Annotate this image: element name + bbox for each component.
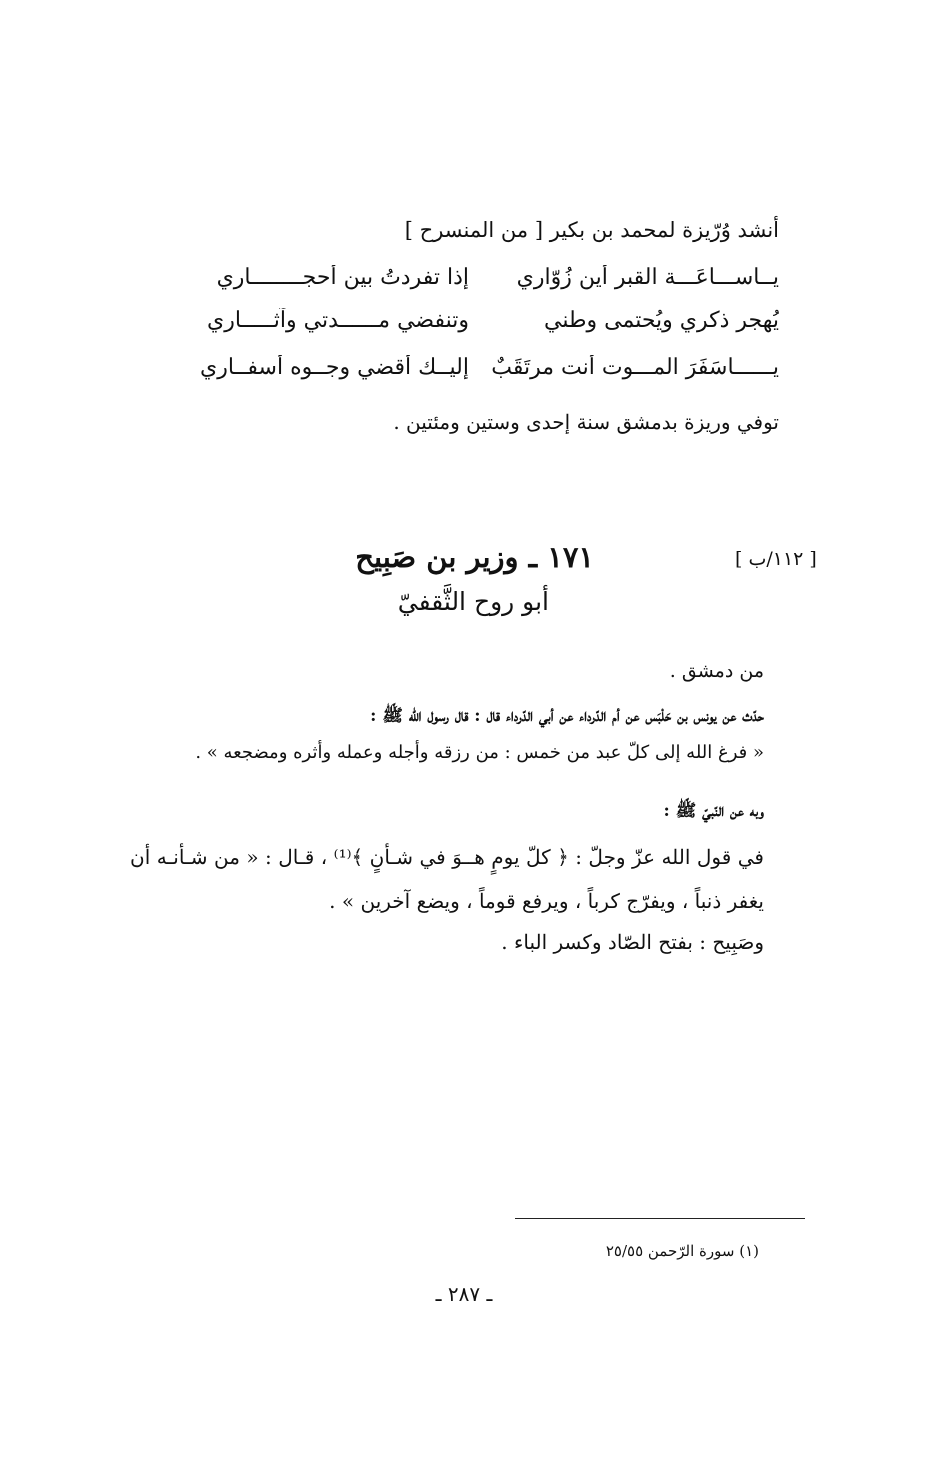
poem-verse	[199, 355, 779, 395]
poem-verse	[199, 265, 779, 305]
hadith-chain-1: حدّث عن يونس بن حَلْبَس عن أم الدّرداء عن أبي الدّرداء قال : قال رسول الله ﷺ :	[370, 706, 764, 726]
verse-first-hemistich: يــاســـاعَـــة القبرِ أين زُوّاري	[516, 265, 779, 290]
folio-reference: [ ١١٢/ب ]	[735, 548, 817, 570]
entry-origin: من دمشق .	[669, 660, 764, 682]
vocalization-note: وصَبِيح : بفتح الصّاد وكسر الباء .	[501, 930, 764, 954]
hadith-chain-2: وبه عن النّبيّ ﷺ :	[663, 801, 764, 821]
footnote-divider	[515, 1218, 805, 1219]
entry-title: ١٧١ ـ وزير بن صَبِيح	[355, 540, 594, 574]
verse-first-hemistich: يــــــاسَفَرَ المـــوت أنت مرتَقَبٌ	[491, 355, 779, 380]
hadith-text-1: « فرغ الله إلى كلّ عبد من خمس : من رزقه وأجله وعمله وأثره ومضجعه » .	[195, 742, 764, 763]
verse-second-hemistich: وتنفضي مــــــدتي وآثـــــاري	[206, 308, 469, 333]
death-note: توفي وريزة بدمشق سنة إحدى وستين ومئتين .	[393, 410, 779, 434]
poem-verse	[199, 308, 779, 348]
verse-first-hemistich: يُهجر ذكري ويُحتمى وطني	[544, 308, 779, 333]
verse-second-hemistich: إليــك أقضي وجــوه أسفــاري	[199, 355, 469, 380]
verse-second-hemistich: إذا تفردتُ بين أحجــــــــاري	[216, 265, 469, 290]
footnote: (١) سورة الرّحمن ٢٥/٥٥	[605, 1242, 759, 1260]
entry-kunya: أبو روح الثَّقفيّ	[397, 587, 549, 616]
hadith-text-2: في قول الله عزّ وجلّ : ﴿ كلّ يومٍ هــوَ في شـأنٍ ﴾⁽¹⁾ ، قـال : « من شـأنـه أن يغفر ذنباً ، ويفرّج كرباً ، ويرفع قوماً ، ويضع آخرين » .	[130, 845, 764, 913]
page-number: ـ ٢٨٧ ـ	[435, 1282, 493, 1306]
poem-intro: أنشد وُرّيزة لمحمد بن بكير [ من المنسرح ]	[404, 218, 779, 242]
